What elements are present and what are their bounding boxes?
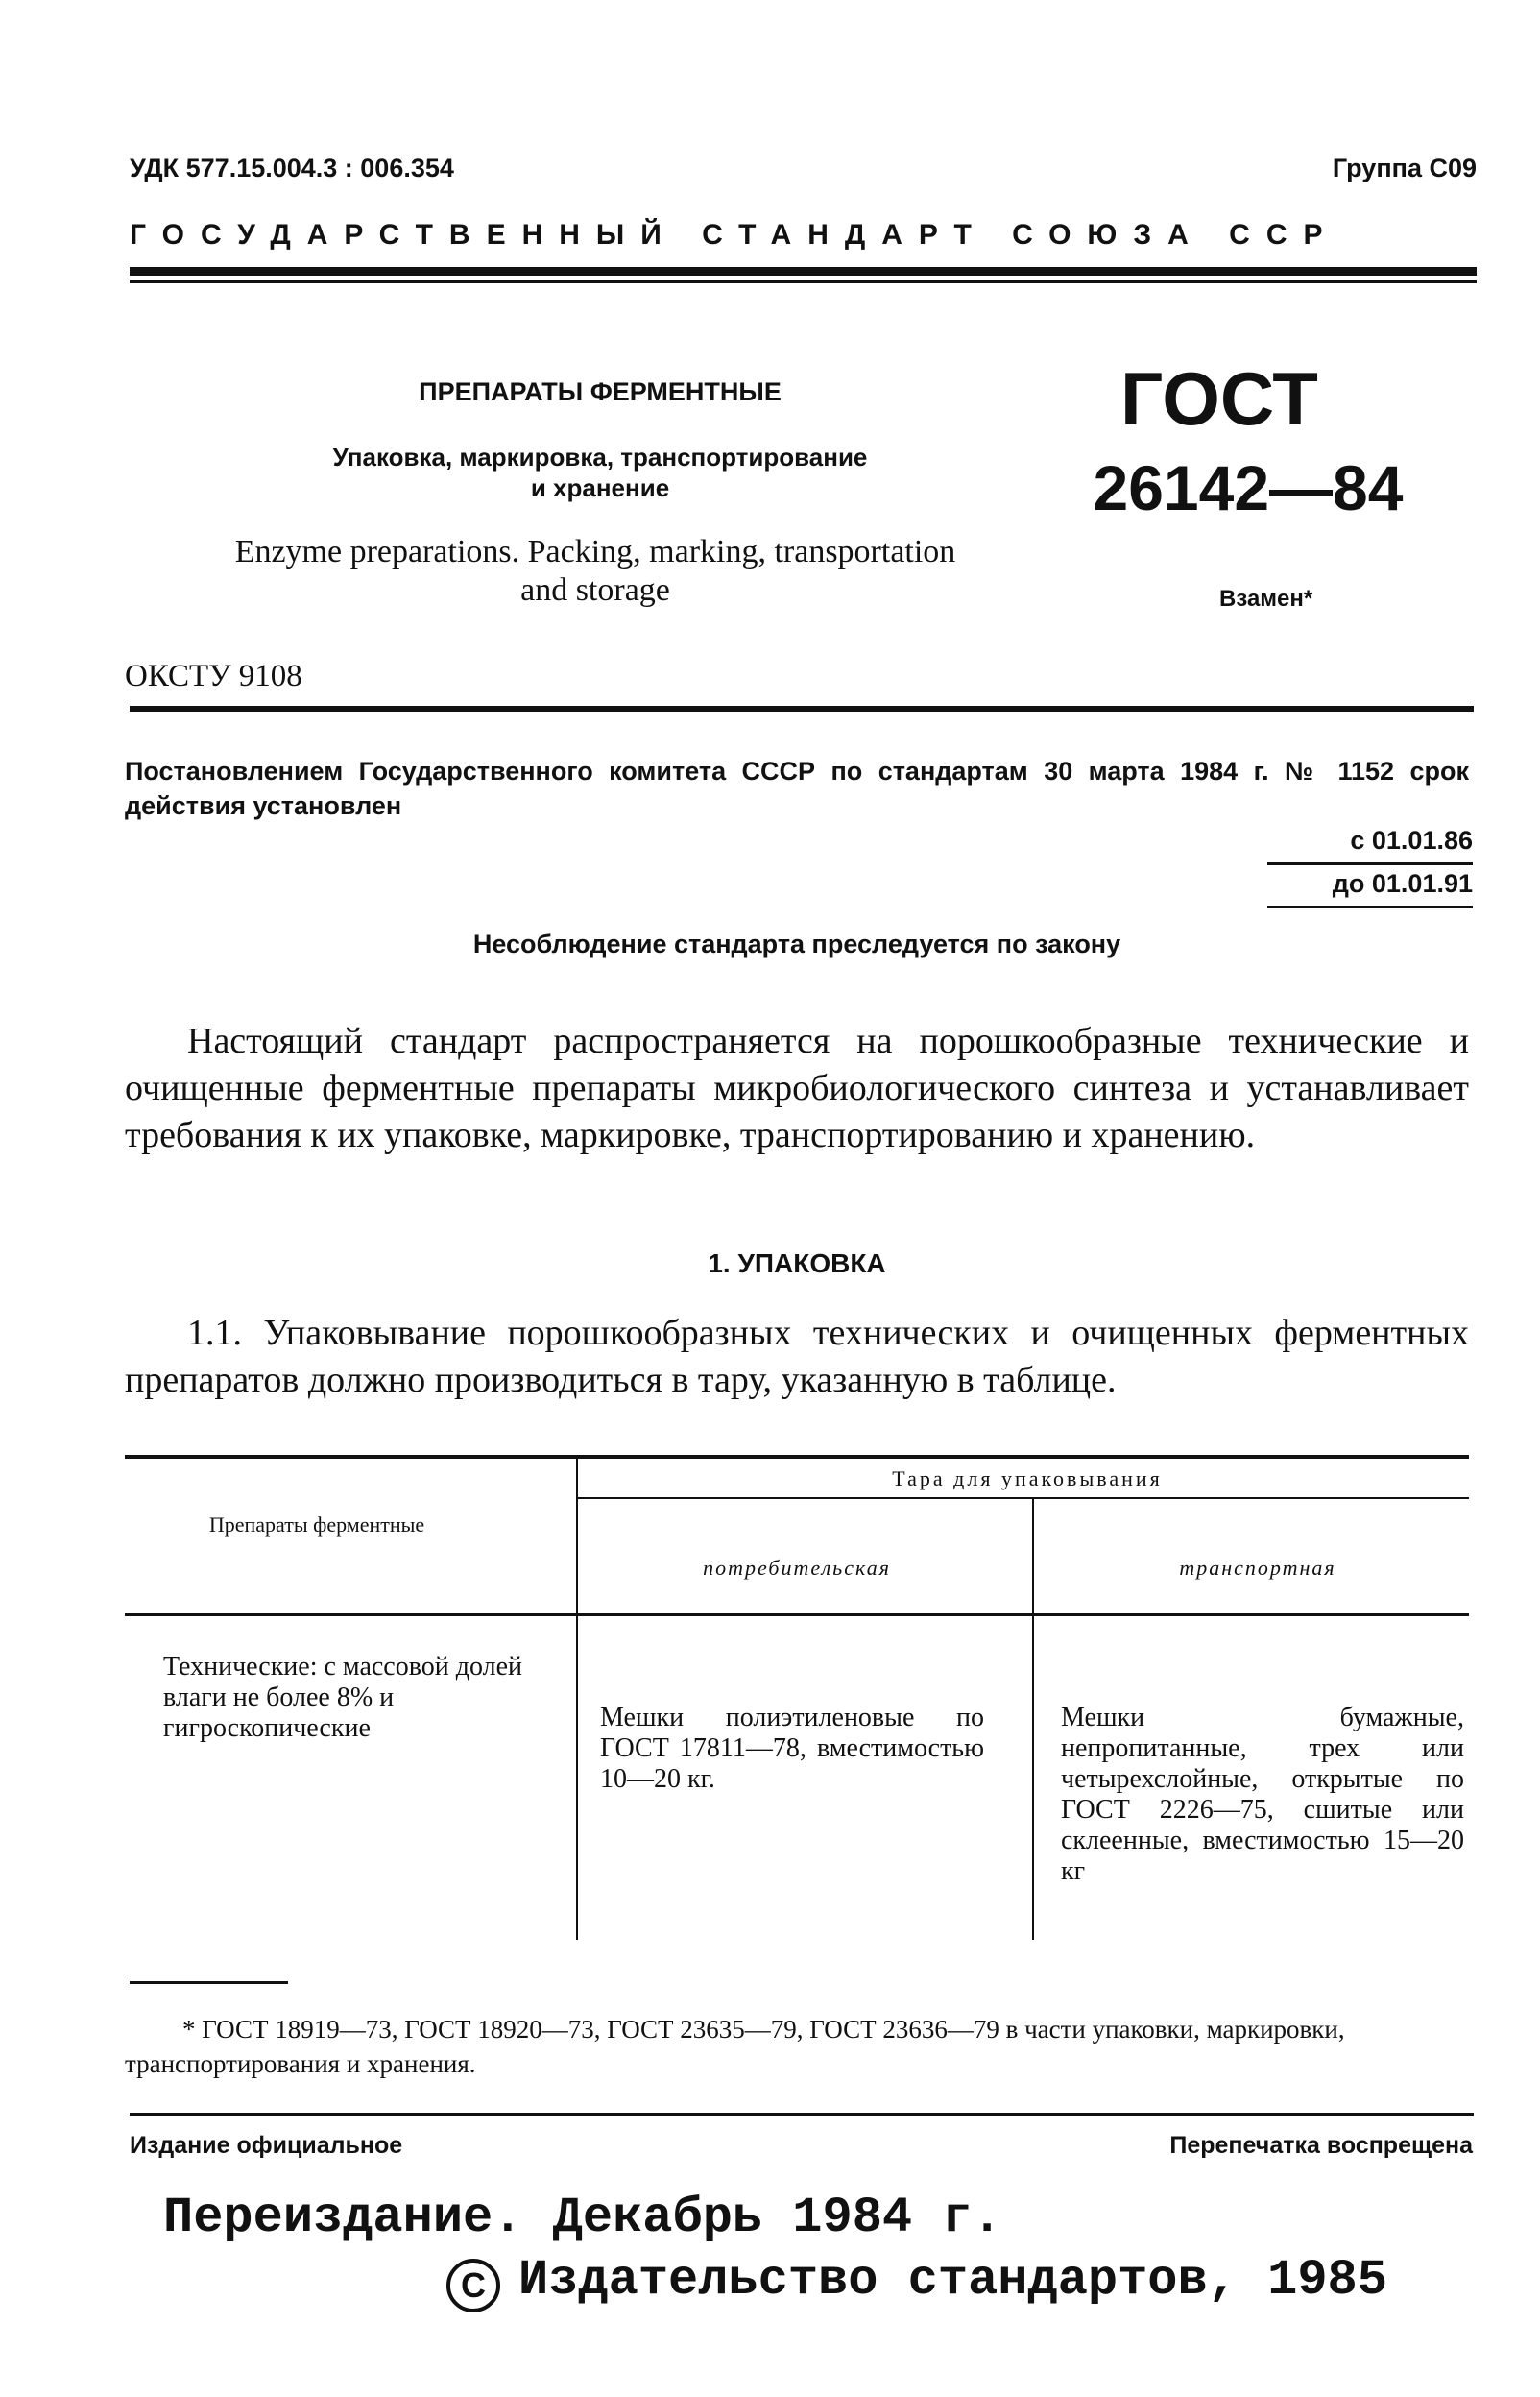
table-divider-1	[576, 1455, 578, 1940]
cell-transport: Мешки бумажные, непропитанные, трех или четырехслойные, открытые по ГОСТ 2226—75, сшитые или склеенные, вместимостью 15—20 кг	[1061, 1703, 1464, 1886]
header-consumer: потребительская	[703, 1556, 891, 1580]
header-product: Препараты ферментные	[208, 1513, 425, 1537]
decree-text: Постановлением Государственного комитета СССР по стандартам 30 марта 1984 г. № 1152 срок действия установлен	[125, 757, 1469, 820]
title-en	[125, 533, 1066, 610]
footer-rule	[130, 2113, 1474, 2116]
copyright-icon: C	[446, 2259, 500, 2312]
date-underline-2	[1267, 906, 1473, 908]
table-top-rule	[125, 1455, 1469, 1459]
header-rule-thick	[130, 267, 1477, 276]
table-divider-2	[1032, 1499, 1034, 1940]
date-underline-1	[1267, 862, 1473, 865]
subtitle-ru	[240, 442, 960, 503]
section-heading: 1. УПАКОВКА	[708, 1248, 886, 1278]
gost-number: 26142—84	[1093, 452, 1404, 523]
header-container: Тара для упаковывания	[892, 1466, 1163, 1490]
effective-date-from: с 01.01.86	[1350, 826, 1473, 855]
publisher-stamp	[451, 2252, 1387, 2309]
publisher-text: Издательство стандартов, 1985	[518, 2252, 1387, 2309]
gost-label: ГОСТ	[1120, 356, 1318, 441]
header-transport: транспортная	[1179, 1556, 1336, 1580]
title-rule	[130, 706, 1474, 712]
subtitle-ru-line2: и хранение	[530, 473, 670, 502]
intro-paragraph: Настоящий стандарт распространяется на порошкообразные технические и очищенные ферментные препараты микробиологического синтеза и устанавливает требования к их упаковке, маркировке, транспортированию и хранению.	[125, 1021, 1469, 1155]
official-edition: Издание официальное	[130, 2132, 403, 2159]
legal-notice: Несоблюдение стандарта преследуется по закону	[472, 930, 1121, 958]
table-subheader-rule	[576, 1497, 1469, 1499]
cell-product: Технические: с массовой долей влаги не более 8% и гигроскопические	[163, 1652, 523, 1743]
clause-1-1: 1.1. Упаковывание порошкообразных технических и очищенных ферментных препаратов должно производиться в тару, указанную в таблице.	[125, 1313, 1469, 1400]
udk-code: УДК 577.15.004.3 : 006.354	[130, 154, 454, 182]
packaging-table	[125, 1455, 1469, 1940]
header-rule-thin	[130, 280, 1477, 283]
subtitle-ru-line1: Упаковка, маркировка, транспортирование	[332, 443, 868, 472]
footnote-rule	[130, 1981, 288, 1984]
title-en-line2: and storage	[520, 572, 670, 608]
reissue-stamp: Переиздание. Декабрь 1984 г.	[163, 2190, 1002, 2246]
title-ru: ПРЕПАРАТЫ ФЕРМЕНТНЫЕ	[419, 377, 782, 406]
state-standard-banner: ГОСУДАРСТВЕННЫЙ СТАНДАРТ СОЮЗА ССР	[130, 219, 1339, 251]
replaces-note: Взамен*	[1219, 586, 1313, 612]
cell-consumer: Мешки полиэтиленовые по ГОСТ 17811—78, вместимостью 10—20 кг.	[600, 1703, 984, 1794]
title-en-line1: Enzyme preparations. Packing, marking, transportation	[234, 534, 956, 569]
group-code: Группа С09	[1332, 154, 1477, 182]
effective-date-to: до 01.01.91	[1332, 869, 1473, 898]
okstu-code: ОКСТУ 9108	[125, 659, 302, 693]
table-header-rule	[125, 1613, 1469, 1616]
reprint-forbidden: Перепечатка воспрещена	[1169, 2132, 1473, 2159]
footnote: * ГОСТ 18919—73, ГОСТ 18920—73, ГОСТ 23635—79, ГОСТ 23636—79 в части упаковки, маркировки, транспортирования и хранения.	[125, 2015, 1345, 2078]
